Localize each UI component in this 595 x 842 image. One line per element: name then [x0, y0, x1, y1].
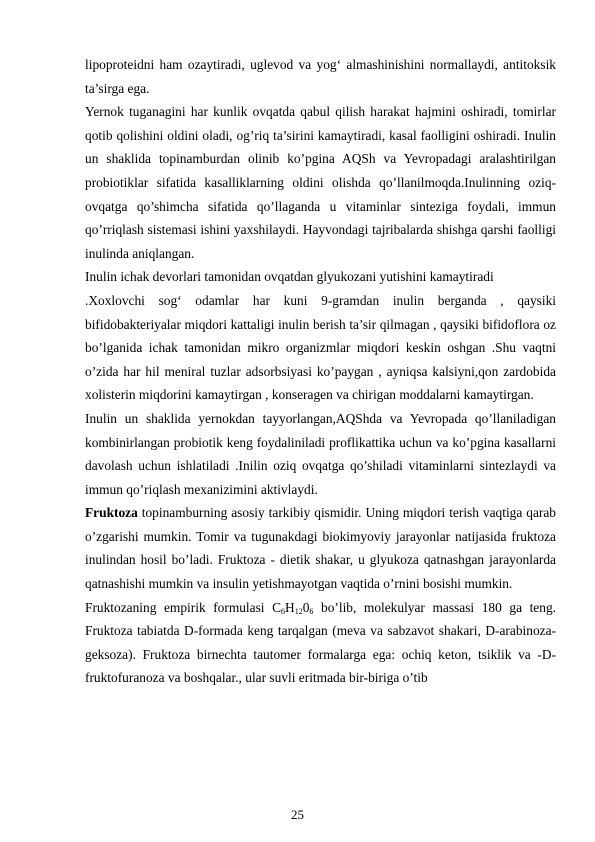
term-fruktoza: Fruktoza [85, 505, 138, 521]
formula-text-d: bo’lib, molekulyar massasi 180 ga teng. Fruktoza tabiatda D-formada keng tarqalgan (meva va sabzavot shakari, D-arabinoza-geksoza). Fruktoza birnechta tautomer formalarga ega: ochiq keton, tsiklik va -D-fruktofuranoza va boshqalar., ular suvli eritmada bir-biriga o’tib [85, 599, 556, 686]
paragraph-5: Inulin un shaklida yernokdan tayyorlangan,AQShda va Yevropada qo’llaniladigan kombinirlangan probiotik keng foydaliniladi proflikattika uchun va ko’pgina kasallarni davolash uchun ishlatiladi .Inilin oziq ovqatga qo’shiladi vitaminlarni sintezlaydi va immun qo’riqlash mexanizimini aktivlaydi. [85, 410, 556, 497]
document-body [85, 53, 556, 690]
paragraph-6 [85, 501, 556, 595]
paragraph-3: Inulin ichak devorlari tamonidan ovqatdan glyukozani yutishini kamaytiradi [85, 269, 494, 285]
paragraph-2: Yernok tuganagini har kunlik ovqatda qabul qilish harakat hajmini oshiradi, tomirlar qotib qolishini oldini oladi, og’riq ta’sirini kamaytiradi, kasal faolligini oshiradi. Inulin un shaklida topinamburdan olinib ko’pgina AQSh va Yevropadagi aralashtirilgan probiotiklar sifatida kasalliklarning oldini olishda qo’llanilmoqda.Inulinning oziq-ovqatga qo’shimcha sifatida qo’llaganda u vitaminlar sinteziga foydali, immun qo’rriqlash sistemasi ishini yaxshilaydi. Hayvondagi tajribalarda shishga qarshi faolligi inulinda aniqlangan. [85, 104, 556, 261]
formula-sub-3: 6 [309, 606, 314, 616]
paragraph-1: lipoproteidni ham ozaytiradi, uglevod va yog‘ almashinishini normallaydi, antitoksik ta’sirga ega. [85, 57, 556, 96]
formula-text-a: Fruktozaning empirik formulasi C [85, 599, 282, 615]
page-number: 25 [291, 807, 304, 822]
formula-text-b: H [285, 599, 295, 615]
formula-text-c: 0 [302, 599, 310, 615]
paragraph-6-text: topinamburning asosiy tarkibiy qismidir. Uning miqdori terish vaqtiga qarab o’zgarishi mumkin. Tomir va tugunakdagi biokimyoviy jarayonlar natijasida fruktoza inulindan hosil bo’ladi. Fruktoza - dietik shakar, u glyukoza qatnashgan jarayonlarda qatnashishi mumkin va insulin yetishmayotgan vaqtida o’rnini bosishi mumkin. [85, 505, 556, 592]
paragraph-4: .Xoxlovchi sog‘ odamlar har kuni 9-gramdan inulin berganda , qaysiki bifidobakteriyalar miqdori kattaligi inulin berish ta’sir qilmagan , qaysiki bifidoflora oz bo’lganida ichak tamonidan mikro organizmlar miqdori keskin oshgan .Shu vaqtni o’zida har hil meniral tuzlar adsorbsiyasi ko’paygan , ayniqsa kalsiyni,qon zardobida xolisterin miqdorini kamaytirgan , konseragen va chirigan moddalarni kamaytirgan. [85, 292, 556, 403]
paragraph-7 [85, 596, 556, 690]
formula-sub-1: 6 [281, 606, 286, 616]
formula-sub-2: 12 [294, 606, 303, 616]
